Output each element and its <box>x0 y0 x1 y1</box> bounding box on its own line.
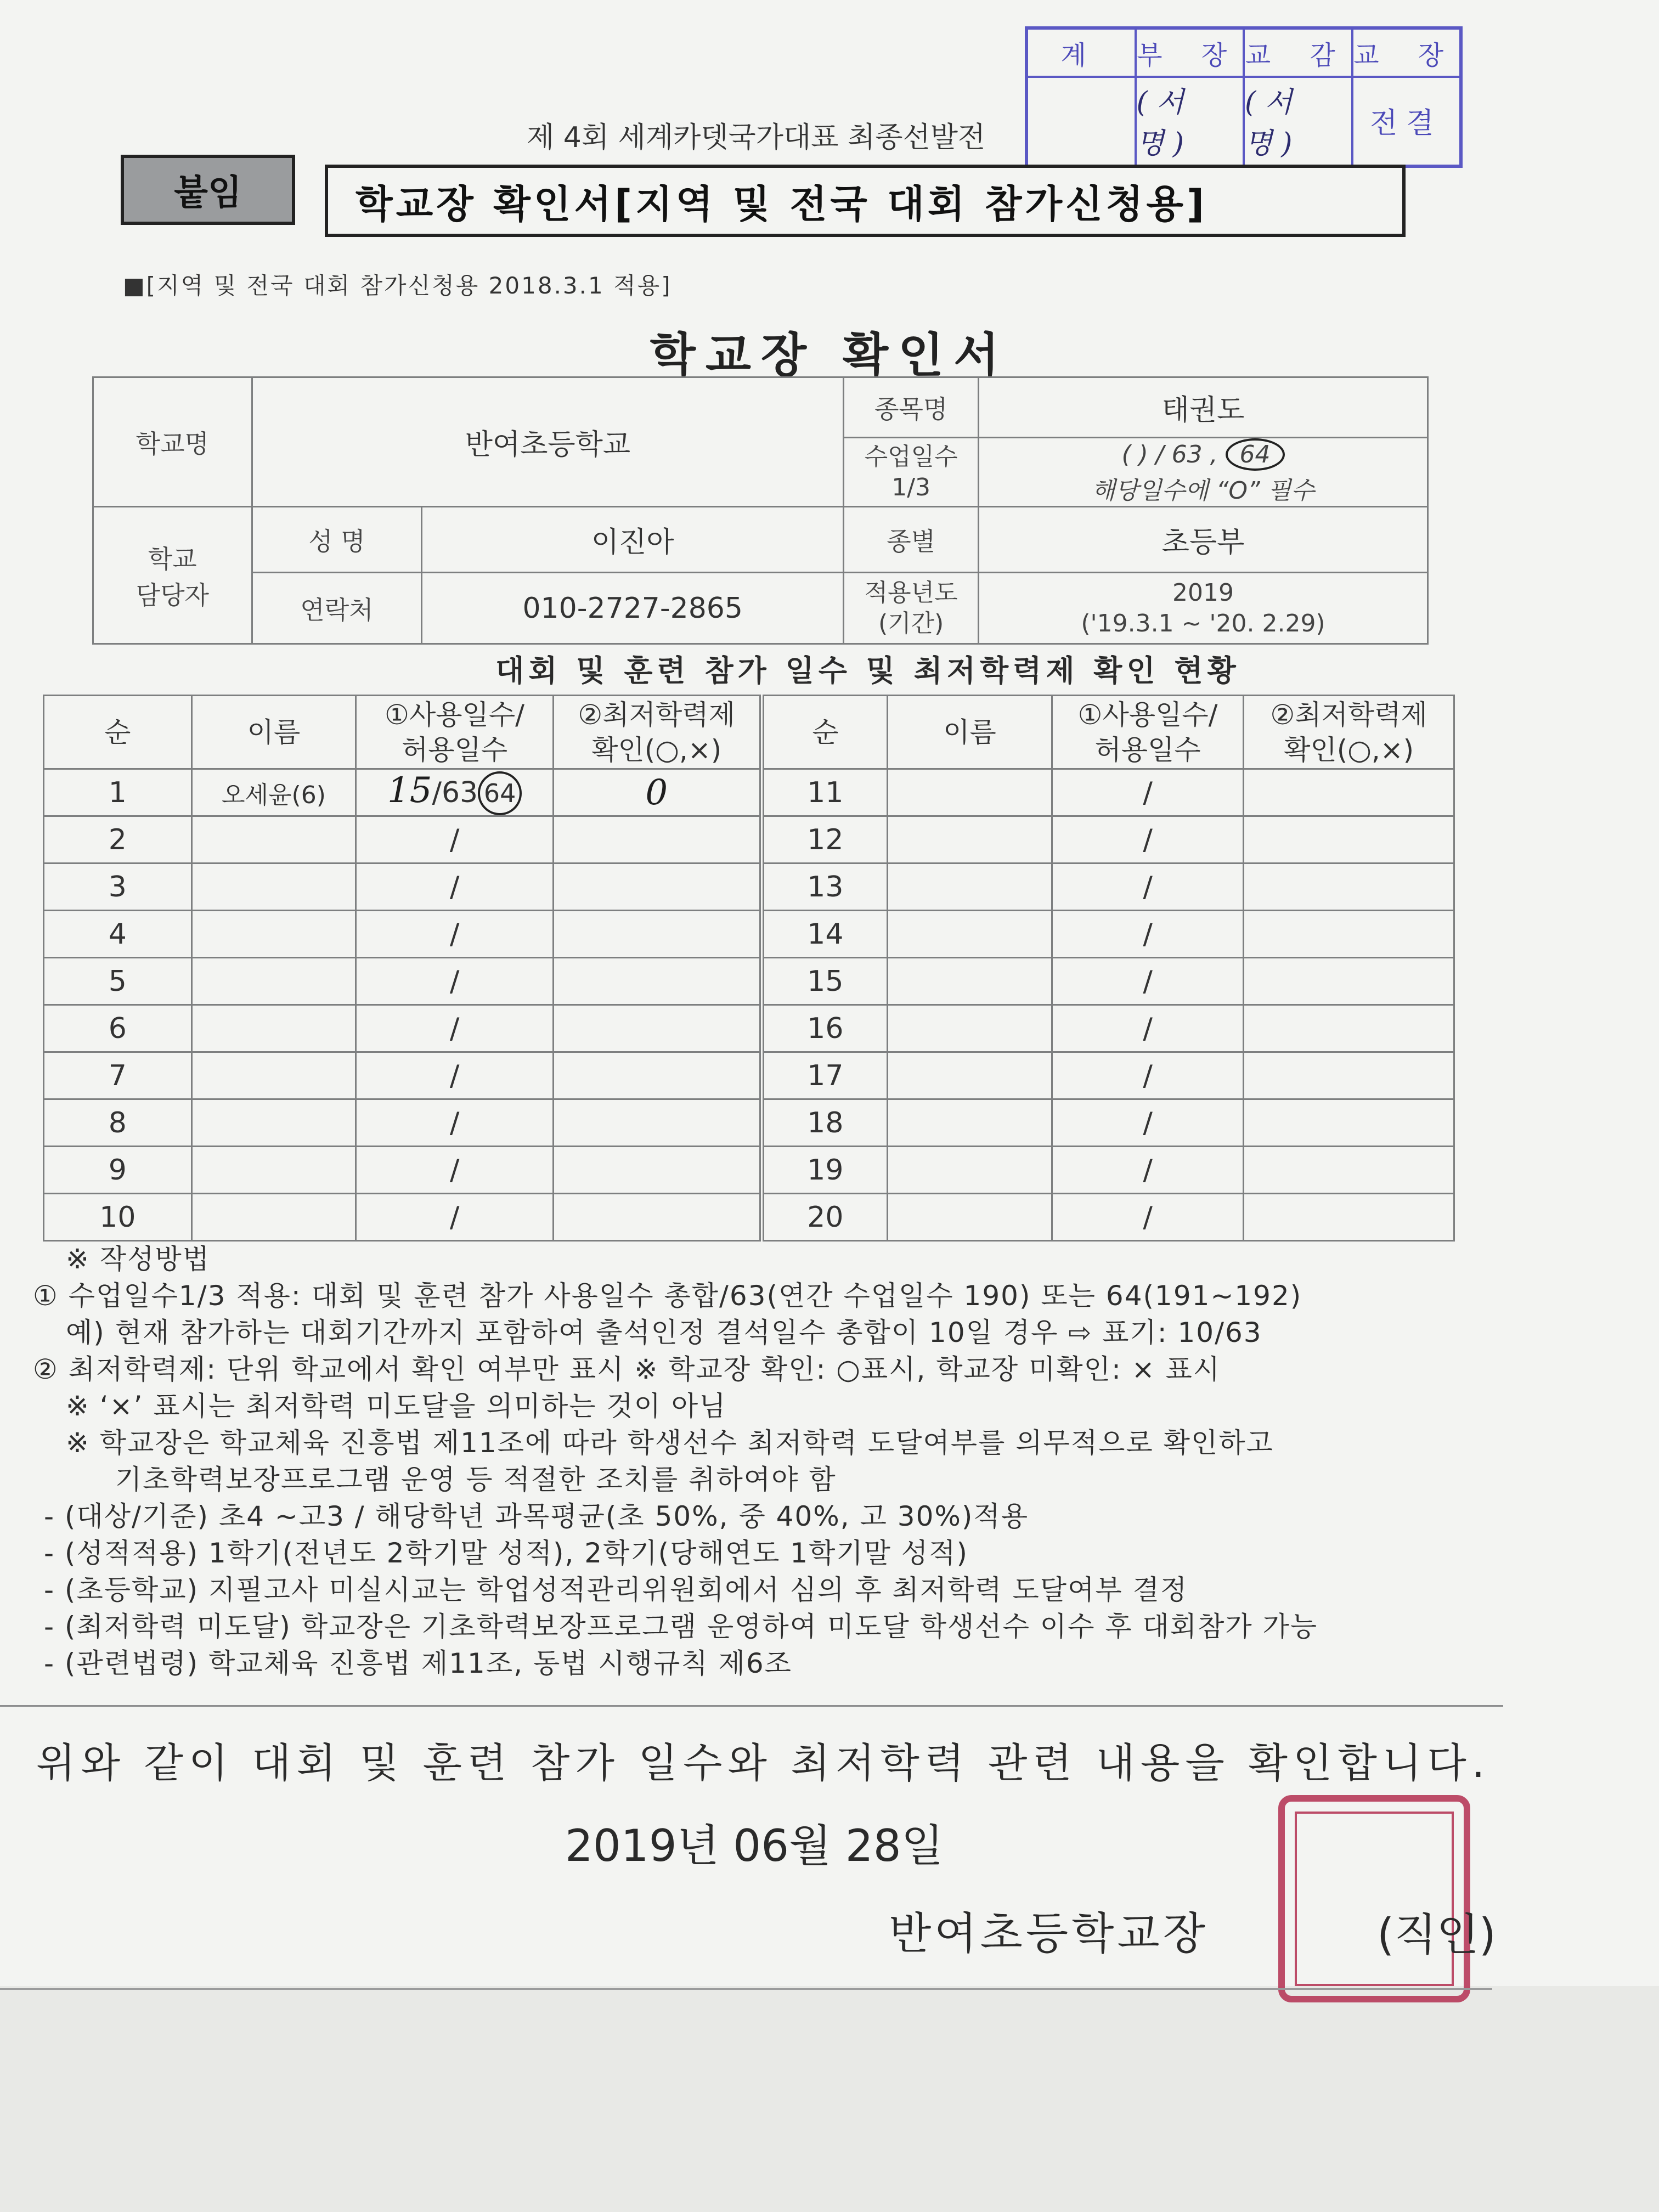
header-used-left: ①사용일수/ 허용일수 <box>356 696 554 769</box>
days-value: ( ) / 63 , 64 해당일수에 “O” 필수 <box>978 438 1427 507</box>
used-days: 15/63 64 <box>356 769 554 816</box>
row-no: 15 <box>761 958 888 1005</box>
min-check <box>553 1147 761 1194</box>
table-row <box>44 1099 1454 1147</box>
approval-cell-4: 전결 <box>1370 106 1443 140</box>
min-check <box>1244 1052 1454 1099</box>
divider <box>0 1705 1503 1707</box>
min-check <box>553 1052 761 1099</box>
instruction-line: - (대상/기준) 초4 ~고3 / 해당학년 과목평균(초 50%, 중 40%, 고 30%)적용 <box>44 1500 1029 1532</box>
confirmation-text: 위와 같이 대회 및 훈련 참가 일수와 최저학력 관련 내용을 확인합니다. <box>36 1740 1491 1787</box>
document-title: 학교장 확인서 <box>650 328 1009 383</box>
student-name <box>191 1194 356 1241</box>
instruction-line: ※ 학교장은 학교체육 진흥법 제11조에 따라 학생선수 최저학력 도달여부를 의무적으로 확인하고 <box>66 1427 1274 1459</box>
student-name <box>888 1005 1052 1052</box>
header-name-right: 이름 <box>888 696 1052 769</box>
used-days: / <box>1052 1147 1244 1194</box>
row-no: 6 <box>44 1005 192 1052</box>
participation-table <box>43 695 1455 1242</box>
min-check <box>553 864 761 911</box>
row-no: 8 <box>44 1099 192 1147</box>
min-check <box>1244 1147 1454 1194</box>
school-label: 학교명 <box>93 377 252 507</box>
min-check <box>1244 769 1454 816</box>
instruction-line: - (성적적용) 1학기(전년도 2학기말 성적), 2학기(당해연도 1학기말 성적) <box>44 1537 968 1569</box>
row-no: 18 <box>761 1099 888 1147</box>
student-name <box>888 816 1052 864</box>
circled-64: 64 <box>1226 438 1285 471</box>
student-name <box>191 816 356 864</box>
issue-date: 2019년 06월 28일 <box>565 1820 944 1871</box>
instruction-line: ① 수업일수1/3 적용: 대회 및 훈련 참가 사용일수 총합/63(연간 수업일수 190) 또는 64(191~192) <box>33 1280 1302 1312</box>
row-no: 7 <box>44 1052 192 1099</box>
instruction-line: 기초학력보장프로그램 운영 등 적절한 조치를 취하여야 함 <box>115 1464 837 1496</box>
table-row <box>44 1052 1454 1099</box>
signature-1: (서명) <box>1137 76 1245 165</box>
row-no: 10 <box>44 1194 192 1241</box>
name-label: 성 명 <box>252 507 422 573</box>
bottom-divider <box>0 1988 1492 1990</box>
table-row <box>44 911 1454 958</box>
used-days: / <box>1052 1099 1244 1147</box>
row-no: 3 <box>44 864 192 911</box>
student-name <box>888 864 1052 911</box>
row-no: 13 <box>761 864 888 911</box>
signature-2: (서명) <box>1245 76 1353 165</box>
approval-header-2: 부 장 <box>1137 30 1245 76</box>
row-no: 4 <box>44 911 192 958</box>
principal-title: 반여초등학교장 <box>889 1908 1209 1959</box>
name-value: 이진아 <box>422 507 844 573</box>
year-label: 적용년도 (기간) <box>844 573 979 644</box>
row-no: 12 <box>761 816 888 864</box>
approval-header-3: 교 감 <box>1245 30 1353 76</box>
instructions-title: ※ 작성방법 <box>66 1243 210 1275</box>
used-days: / <box>356 1005 554 1052</box>
used-days: / <box>1052 769 1244 816</box>
row-no: 11 <box>761 769 888 816</box>
student-name <box>888 911 1052 958</box>
min-check <box>553 911 761 958</box>
used-days: / <box>356 816 554 864</box>
student-name <box>888 1052 1052 1099</box>
used-days: / <box>356 1194 554 1241</box>
header-used-right: ①사용일수/ 허용일수 <box>1052 696 1244 769</box>
student-name <box>888 1099 1052 1147</box>
row-no: 2 <box>44 816 192 864</box>
approval-header-1: 계 <box>1028 30 1137 76</box>
table-row <box>44 1147 1454 1194</box>
used-days: / <box>1052 864 1244 911</box>
student-name <box>191 1005 356 1052</box>
division-value: 초등부 <box>978 507 1427 573</box>
header-min-right: ②최저학력제 확인(○,×) <box>1244 696 1454 769</box>
apply-note: ■[지역 및 전국 대회 참가신청용 2018.3.1 적용] <box>123 272 672 299</box>
student-name <box>191 864 356 911</box>
min-check: 0 <box>553 769 761 816</box>
header-min-left: ②최저학력제 확인(○,×) <box>553 696 761 769</box>
circled-64-row: 64 <box>478 771 522 815</box>
used-days: / <box>356 864 554 911</box>
instruction-line: 예) 현재 참가하는 대회기간까지 포함하여 출석인정 결석일수 총합이 10일 경우 ⇨ 표기: 10/63 <box>66 1317 1262 1348</box>
used-days: / <box>1052 816 1244 864</box>
instruction-line: - (관련법령) 학교체육 진흥법 제11조, 동법 시행규칙 제6조 <box>44 1647 792 1679</box>
approval-stamp-box <box>1025 26 1463 168</box>
row-no: 9 <box>44 1147 192 1194</box>
info-table <box>92 376 1429 645</box>
table-row <box>44 769 1454 816</box>
table-row <box>44 1005 1454 1052</box>
table-row <box>44 864 1454 911</box>
min-check <box>553 816 761 864</box>
seal-label: (직인) <box>1377 1909 1496 1960</box>
student-name <box>191 958 356 1005</box>
used-days: / <box>356 911 554 958</box>
used-days: / <box>356 1147 554 1194</box>
section-title: 대회 및 훈련 참가 일수 및 최저학력제 확인 현황 <box>495 653 1240 688</box>
min-check <box>1244 1099 1454 1147</box>
min-check <box>553 1194 761 1241</box>
row-no: 1 <box>44 769 192 816</box>
student-name: 오세윤(6) <box>191 769 356 816</box>
student-name <box>191 1147 356 1194</box>
document-headline: 학교장 확인서[지역 및 전국 대회 참가신청용] <box>325 165 1406 237</box>
instructions <box>33 1241 1514 1682</box>
header-no-left: 순 <box>44 696 192 769</box>
instruction-line: ※ ‘×’ 표시는 최저학력 미도달을 의미하는 것이 아님 <box>66 1390 727 1422</box>
year-value: 2019 ('19.3.1 ~ '20. 2.29) <box>978 573 1427 644</box>
header-name-left: 이름 <box>191 696 356 769</box>
row-no: 20 <box>761 1194 888 1241</box>
division-label: 종별 <box>844 507 979 573</box>
used-days: / <box>1052 1052 1244 1099</box>
manager-label: 학교 담당자 <box>93 507 252 644</box>
min-check <box>1244 958 1454 1005</box>
instruction-line: - (최저학력 미도달) 학교장은 기초학력보장프로그램 운영하여 미도달 학생선수 이수 후 대회참가 가능 <box>44 1611 1318 1643</box>
row-no: 5 <box>44 958 192 1005</box>
sport-label: 종목명 <box>844 377 979 438</box>
school-value: 반여초등학교 <box>252 377 844 507</box>
min-check <box>1244 1194 1454 1241</box>
min-check <box>1244 911 1454 958</box>
used-days: / <box>356 958 554 1005</box>
row-no: 19 <box>761 1147 888 1194</box>
table-row <box>44 816 1454 864</box>
attachment-badge: 붙임 <box>121 155 295 225</box>
used-days: / <box>1052 1005 1244 1052</box>
contact-value: 010-2727-2865 <box>422 573 844 644</box>
row-no: 16 <box>761 1005 888 1052</box>
header-no-right: 순 <box>761 696 888 769</box>
approval-cell-1 <box>1028 76 1137 165</box>
instruction-line: ② 최저학력제: 단위 학교에서 확인 여부만 표시 ※ 학교장 확인: ○표시, 학교장 미확인: × 표시 <box>33 1353 1221 1385</box>
student-name <box>888 1194 1052 1241</box>
min-check <box>1244 1005 1454 1052</box>
student-name <box>191 911 356 958</box>
approval-header-4: 교 장 <box>1353 40 1459 71</box>
days-label: 수업일수 1/3 <box>844 438 979 507</box>
student-name <box>888 1147 1052 1194</box>
used-days: / <box>1052 1194 1244 1241</box>
student-name <box>191 1052 356 1099</box>
used-days: / <box>356 1099 554 1147</box>
table-row <box>44 958 1454 1005</box>
min-check <box>553 958 761 1005</box>
min-check <box>1244 864 1454 911</box>
instruction-line: - (초등학교) 지필고사 미실시교는 학업성적관리위원회에서 심의 후 최저학력 도달여부 결정 <box>44 1574 1188 1606</box>
row-no: 17 <box>761 1052 888 1099</box>
row-no: 14 <box>761 911 888 958</box>
min-check <box>553 1005 761 1052</box>
table-row <box>44 1194 1454 1241</box>
event-title: 제 4회 세계카뎃국가대표 최종선발전 <box>527 121 986 154</box>
used-days: / <box>1052 911 1244 958</box>
student-name <box>888 769 1052 816</box>
sport-value: 태권도 <box>978 377 1427 438</box>
used-days: / <box>356 1052 554 1099</box>
student-name <box>888 958 1052 1005</box>
official-seal-icon <box>1278 1795 1470 2002</box>
student-name <box>191 1099 356 1147</box>
min-check <box>553 1099 761 1147</box>
min-check <box>1244 816 1454 864</box>
contact-label: 연락처 <box>252 573 422 644</box>
used-days: / <box>1052 958 1244 1005</box>
